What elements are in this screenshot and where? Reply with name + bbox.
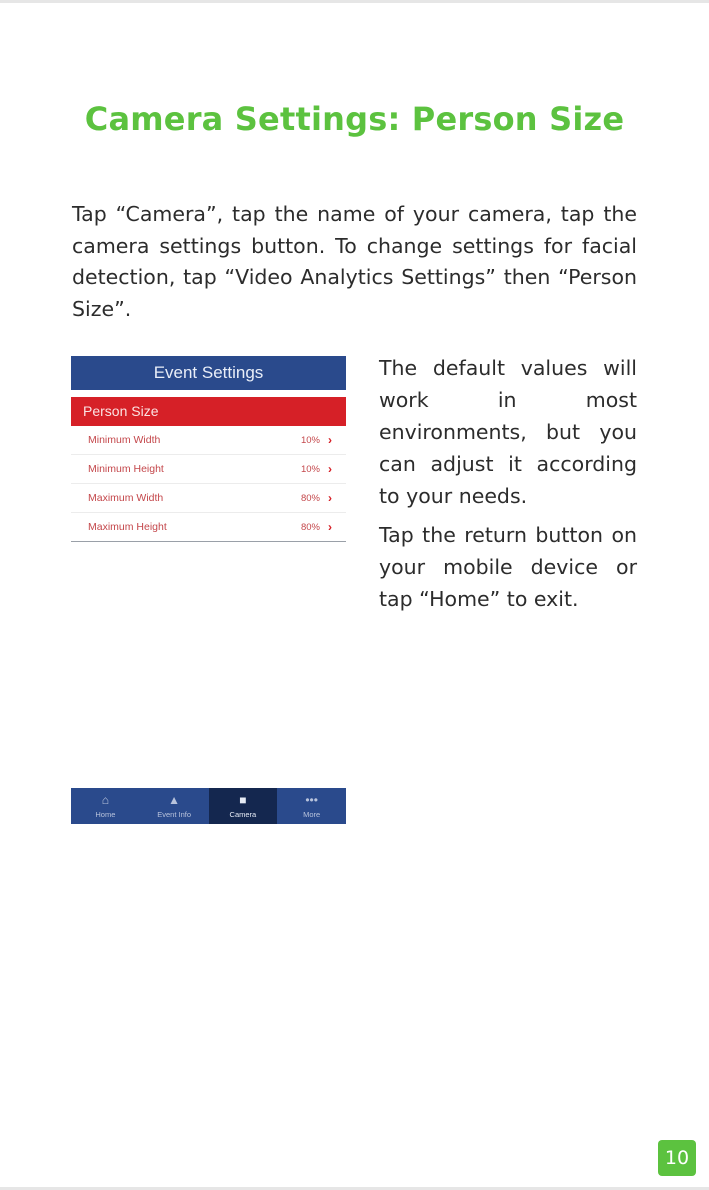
- page-number-badge: 10: [658, 1140, 696, 1176]
- nav-label: More: [303, 809, 321, 819]
- intro-paragraph: Tap “Camera”, tap the name of your camera, tap the camera settings button. To change settings for facial detection, tap “Video Analytics Settings” then “Person Size”.: [72, 202, 637, 321]
- camera-icon: ■: [239, 792, 247, 807]
- more-dots-icon: •••: [305, 792, 318, 807]
- nav-item-home[interactable]: [71, 788, 140, 824]
- setting-row-maximum-height[interactable]: [71, 513, 346, 542]
- setting-value: 80%: [300, 521, 320, 533]
- event-settings-header: Event Settings: [71, 356, 346, 390]
- setting-label: Minimum Width: [88, 434, 161, 446]
- event-settings-screenshot: [71, 356, 346, 542]
- setting-label: Maximum Width: [88, 492, 164, 504]
- nav-label: Event Info: [157, 809, 192, 819]
- nav-item-more[interactable]: [277, 788, 346, 824]
- setting-value: 10%: [300, 463, 320, 475]
- warning-icon: ▲: [168, 792, 181, 807]
- nav-item-camera[interactable]: [209, 788, 278, 824]
- chevron-right-icon: ›: [328, 520, 332, 534]
- bottom-nav-bar: [71, 788, 346, 824]
- nav-item-event-info[interactable]: [140, 788, 209, 824]
- exit-instructions-paragraph: Tap the return button on your mobile device or tap “Home” to exit.: [379, 523, 637, 611]
- default-values-paragraph: The default values will work in most environments, but you can adjust it according to your needs.: [379, 356, 637, 508]
- setting-value: 10%: [300, 434, 320, 446]
- setting-label: Maximum Height: [88, 521, 167, 533]
- setting-value: 80%: [300, 492, 320, 504]
- home-icon: ⌂: [101, 792, 109, 807]
- nav-label: Camera: [229, 809, 257, 819]
- setting-row-minimum-height[interactable]: [71, 455, 346, 484]
- setting-row-minimum-width[interactable]: [71, 426, 346, 455]
- instructions-column: [379, 352, 637, 622]
- setting-label: Minimum Height: [88, 463, 164, 475]
- chevron-right-icon: ›: [328, 433, 332, 447]
- top-rule: [0, 0, 709, 3]
- setting-row-maximum-width[interactable]: [71, 484, 346, 513]
- person-size-section[interactable]: Person Size: [71, 397, 346, 426]
- page-title: Camera Settings: Person Size: [84, 100, 625, 138]
- chevron-right-icon: ›: [328, 491, 332, 505]
- chevron-right-icon: ›: [328, 462, 332, 476]
- nav-label: Home: [95, 809, 116, 819]
